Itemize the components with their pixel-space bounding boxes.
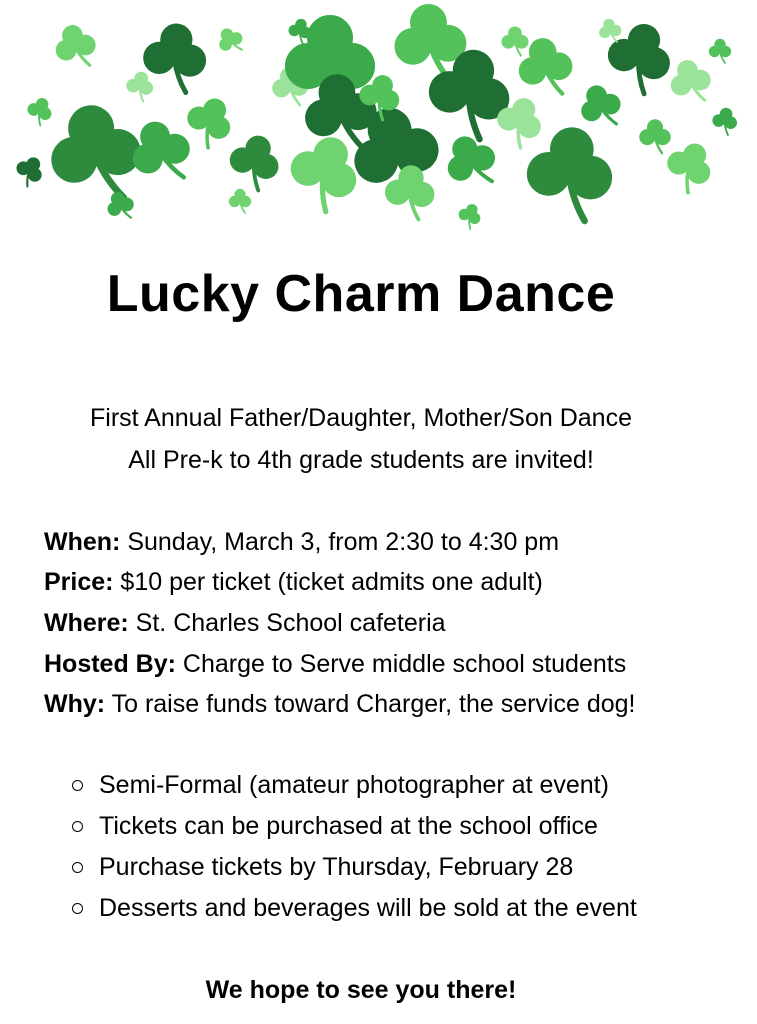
page-title: Lucky Charm Dance: [106, 265, 616, 323]
shamrock-icon: [11, 152, 48, 190]
detail-where: [44, 607, 446, 639]
shamrock-icon: [124, 70, 155, 103]
detail-value: To raise funds toward Charger, the service dog!: [105, 690, 636, 718]
list-item: [72, 892, 637, 924]
list-item: [72, 769, 609, 801]
closing-message: We hope to see you there!: [205, 976, 517, 1004]
list-item-text: Semi-Formal (amateur photographer at event): [99, 771, 609, 799]
shamrock-icon: [51, 21, 100, 73]
shamrock-icon: [123, 113, 198, 191]
shamrock-icon: [524, 125, 615, 223]
detail-hosted-by: [44, 648, 626, 680]
detail-value: Charge to Serve middle school students: [175, 650, 627, 678]
list-item: [72, 810, 598, 842]
detail-label: Why:: [44, 690, 106, 718]
shamrock-icon: [640, 120, 671, 154]
shamrock-icon: [659, 136, 719, 198]
detail-label: Price:: [44, 568, 114, 596]
shamrock-icon: [44, 99, 147, 209]
list-item-text: Desserts and beverages will be sold at the event: [99, 894, 637, 922]
list-item-text: Purchase tickets by Thursday, February 28: [99, 853, 574, 881]
list-item-text: Tickets can be purchased at the school office: [99, 812, 598, 840]
detail-label: Where:: [44, 609, 129, 637]
detail-when: [44, 526, 559, 558]
detail-value: St. Charles School cafeteria: [128, 609, 446, 637]
shamrock-icon: [438, 128, 504, 196]
circle-bullet-icon: [72, 821, 83, 832]
shamrock-icon: [141, 22, 208, 94]
intro-line: First Annual Father/Daughter, Mother/Son Dance: [90, 404, 632, 432]
circle-bullet-icon: [72, 903, 83, 914]
shamrock-icon: [575, 80, 627, 134]
detail-label: When:: [44, 528, 121, 556]
shamrock-icon: [229, 189, 251, 213]
circle-bullet-icon: [72, 780, 83, 791]
shamrock-icon: [103, 188, 138, 224]
shamrock-icon: [502, 27, 528, 56]
shamrock-banner-image: [0, 0, 757, 235]
detail-value: Sunday, March 3, from 2:30 to 4:30 pm: [120, 528, 560, 556]
shamrock-icon: [213, 23, 247, 58]
shamrock-icon: [455, 201, 484, 231]
shamrock-icon: [224, 130, 284, 194]
shamrock-icon: [24, 94, 56, 127]
detail-why: [44, 688, 636, 720]
shamrock-icon: [711, 106, 739, 136]
list-item: [72, 851, 573, 883]
detail-value: $10 per ticket (ticket admits one adult): [113, 568, 543, 596]
detail-price: [44, 566, 543, 598]
detail-label: Hosted By:: [44, 650, 176, 678]
intro-line: All Pre-k to 4th grade students are invited!: [128, 446, 594, 474]
circle-bullet-icon: [72, 862, 83, 873]
shamrock-icon: [709, 39, 731, 63]
shamrock-icon: [666, 56, 715, 108]
